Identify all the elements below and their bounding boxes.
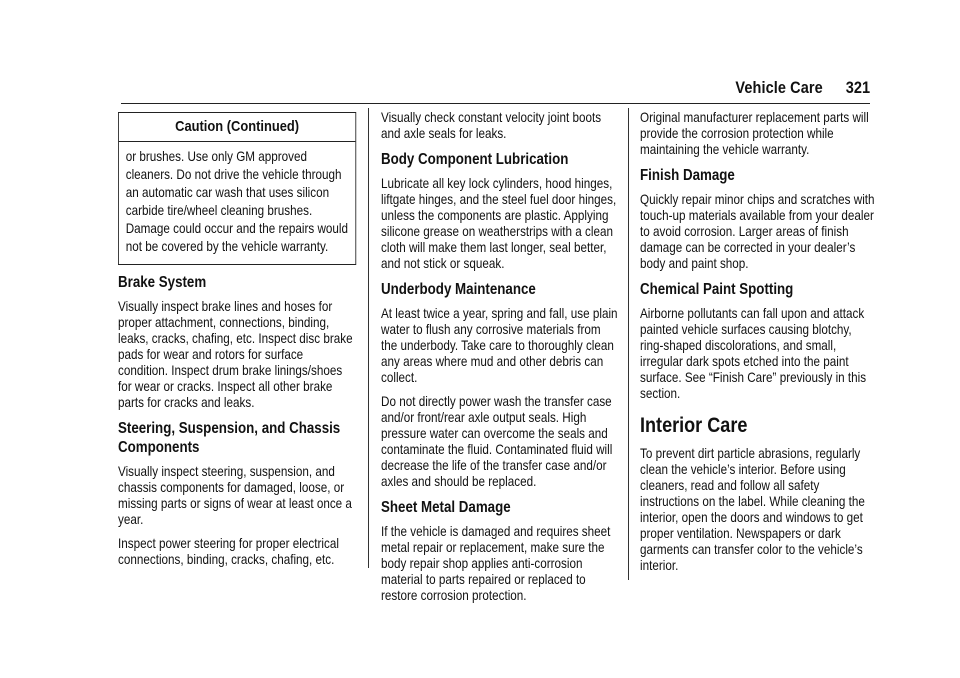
cv-joint-text: Visually check constant velocity joint boots and axle seals for leaks. [381,110,602,141]
underbody-text-2: Do not directly power wash the transfer case and/or front/rear axle output seals. High pressure water can overcome the seals and contaminate the fluid. Contaminated fluid will decrease the life of the transfer case and/or axles and should be replaced. [381,394,613,489]
finish-damage-heading: Finish Damage [640,167,735,184]
brake-text: Visually inspect brake lines and hoses for proper attachment, connections, binding, leaks, cracks, chafing, etc. Inspect disc brake pads for wear and rotors for surface condition. Inspect drum brake linings/shoes for wear or cracks. Inspect all other brake parts for cracks and leaks. [118,299,353,410]
section-title: Vehicle Care [735,79,823,97]
underbody-heading: Underbody Maintenance [381,281,536,298]
brake-heading: Brake System [118,274,207,291]
sheet-metal-text: If the vehicle is damaged and requires sheet metal repair or replacement, make sure the body repair shop applies anti-corrosion material to parts repaired or replaced to restore corrosion protection. [381,524,611,603]
interior-care-text: To prevent dirt particle abrasions, regularly clean the vehicle’s interior. Before using cleaners, read and follow all safety instructions on the label. While cleaning the interior, open the doors and windows to get proper ventilation. Newspapers or dark garments can transfer color to the vehicle’s interior. [640,446,865,573]
chemical-spotting-text: Airborne pollutants can fall upon and attack painted vehicle surfaces causing blotchy, ring-shaped discolorations, and small, irregular dark spots etched into the paint surface. See “Finish Care” previously in this section. [640,306,867,401]
column-3 [640,110,878,582]
column-divider-1 [368,108,369,568]
caution-body: or brushes. Use only GM approved cleaners. Do not drive the vehicle through an automatic car wash that uses silicon carbide tire/wheel cleaning brushes. Damage could occur and the repairs would not be covered by the vehicle warranty. [125,149,348,254]
chemical-spotting-heading: Chemical Paint Spotting [640,281,794,298]
page-header [735,79,870,98]
lubrication-text: Lubricate all key lock cylinders, hood hinges, liftgate hinges, and the steel fuel door hinges, unless the components are plastic. Applying silicone grease on weatherstrips with a clean cloth will make them last longer, seal better, and not stick or squeak. [381,176,617,271]
steering-heading: Steering, Suspension, and Chassis Components [118,420,341,456]
caution-box [118,112,356,265]
sheet-metal-heading: Sheet Metal Damage [381,499,511,516]
interior-care-heading: Interior Care [640,414,748,437]
steering-text-2: Inspect power steering for proper electrical connections, binding, cracks, chafing, etc. [118,536,339,567]
finish-damage-text: Quickly repair minor chips and scratches with touch-up materials available from your dealer to avoid corrosion. Larger areas of finish damage can be corrected in your dealer’s body and paint shop. [640,192,875,271]
underbody-text-1: At least twice a year, spring and fall, use plain water to flush any corrosive materials from the underbody. Take care to thoroughly clean any areas where mud and other debris can collect. [381,306,618,385]
oem-parts-text: Original manufacturer replacement parts will provide the corrosion protection while maintaining the vehicle warranty. [640,110,869,157]
page-number: 321 [845,79,870,97]
lubrication-heading: Body Component Lubrication [381,151,569,168]
column-1 [118,110,356,576]
caution-title: Caution (Continued) [119,113,355,142]
header-rule [121,103,870,104]
steering-text-1: Visually inspect steering, suspension, and chassis components for damaged, loose, or missing parts or signs of wear at least once a year. [118,464,352,527]
column-2 [381,110,619,612]
column-divider-2 [628,108,629,580]
